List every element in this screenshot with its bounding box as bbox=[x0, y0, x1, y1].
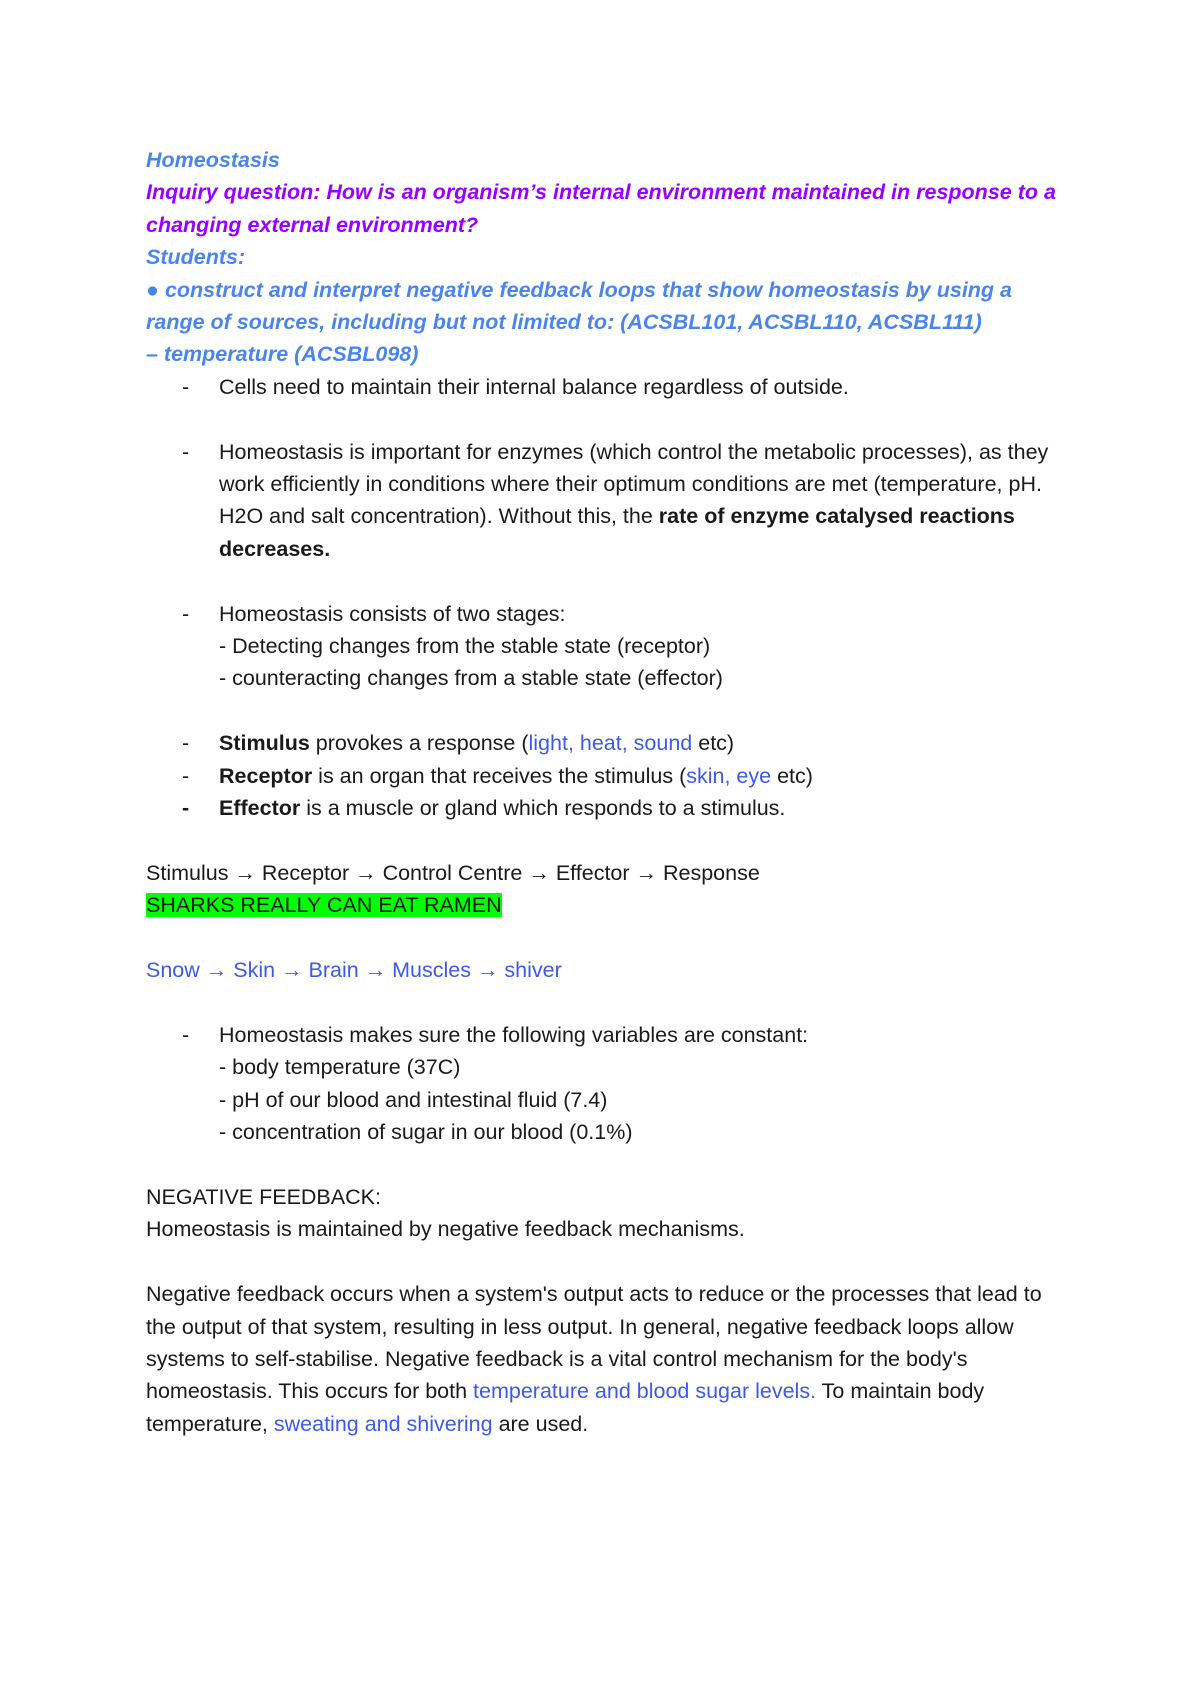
sub-item: - pH of our blood and intestinal fluid (7.4) bbox=[219, 1087, 608, 1112]
example-link: light, heat, sound bbox=[528, 731, 693, 756]
list-item: - Homeostasis makes sure the following variables are constant: - body temperature (37C) - pH of our blood and intestinal fluid (7.4) - concentration of sugar in our blood (0.1%) bbox=[146, 1019, 1076, 1149]
highlight-link: sweating and shivering bbox=[273, 1411, 493, 1436]
list-item: - Stimulus provokes a response (light, heat, sound etc) bbox=[182, 731, 735, 756]
section-heading: NEGATIVE FEEDBACK: bbox=[146, 1184, 381, 1209]
mnemonic-highlight: SHARKS REALLY CAN EAT RAMEN bbox=[146, 893, 502, 918]
pathway-sequence: Stimulus → Receptor → Control Centre → Effector → Response bbox=[146, 860, 760, 885]
sub-item: - Detecting changes from the stable state (receptor) bbox=[219, 634, 711, 659]
list-item: - Effector is a muscle or gland which responds to a stimulus. bbox=[182, 796, 786, 821]
sub-item: - body temperature (37C) bbox=[219, 1055, 461, 1080]
doc-title: Homeostasis bbox=[146, 148, 280, 172]
outcome-bullet: ● construct and interpret negative feedback loops that show homeostasis by using a range of sources, including but not limited to: (ACSBL101, ACSBL110, ACSBL111) bbox=[146, 277, 1012, 335]
highlight-link: temperature and blood sugar levels. bbox=[473, 1379, 817, 1404]
term-receptor: Receptor bbox=[219, 763, 313, 788]
list-item: - Cells need to maintain their internal balance regardless of outside. bbox=[182, 374, 849, 399]
pathway-example: Snow → Skin → Brain → Muscles → shiver bbox=[146, 958, 562, 983]
sub-item: - concentration of sugar in our blood (0.1%) bbox=[219, 1120, 633, 1145]
term-effector: Effector bbox=[219, 796, 301, 821]
term-stimulus: Stimulus bbox=[219, 731, 310, 756]
inquiry-question: Inquiry question: How is an organism’s internal environment maintained in response to a changing external environment? bbox=[146, 180, 1056, 237]
list-item: - Receptor is an organ that receives the stimulus (skin, eye etc) bbox=[182, 763, 813, 788]
list-item: - Homeostasis is important for enzymes (which control the metabolic processes), as they work efficiently in conditions where their optimum conditions are met (temperature, pH. H2O and salt concentration). Without this, the rate of enzyme catalysed reactions decreases. bbox=[182, 439, 1049, 561]
sub-item: - counteracting changes from a stable state (effector) bbox=[219, 666, 723, 691]
subtopic-line: – temperature (ACSBL098) bbox=[146, 342, 419, 367]
students-label: Students: bbox=[146, 245, 246, 270]
example-link: skin, eye bbox=[686, 763, 772, 788]
list-item: - Homeostasis consists of two stages: - Detecting changes from the stable state (receptor) - counteracting changes from a stable state (effector) bbox=[146, 598, 1076, 695]
document-body bbox=[146, 144, 1076, 1440]
bold-phrase: rate of enzyme catalysed reactions decreases. bbox=[219, 504, 1015, 561]
paragraph: Negative feedback occurs when a system's output acts to reduce or the processes that lead to the output of that system, resulting in less output. In general, negative feedback loops allow systems to self-stabilise. Negative feedback is a vital control mechanism for the body's homeostasis. This occurs for both temperature and blood sugar levels. To maintain body temperature, sweating and shivering are used. bbox=[146, 1282, 1042, 1436]
section-line: Homeostasis is maintained by negative feedback mechanisms. bbox=[146, 1217, 745, 1242]
